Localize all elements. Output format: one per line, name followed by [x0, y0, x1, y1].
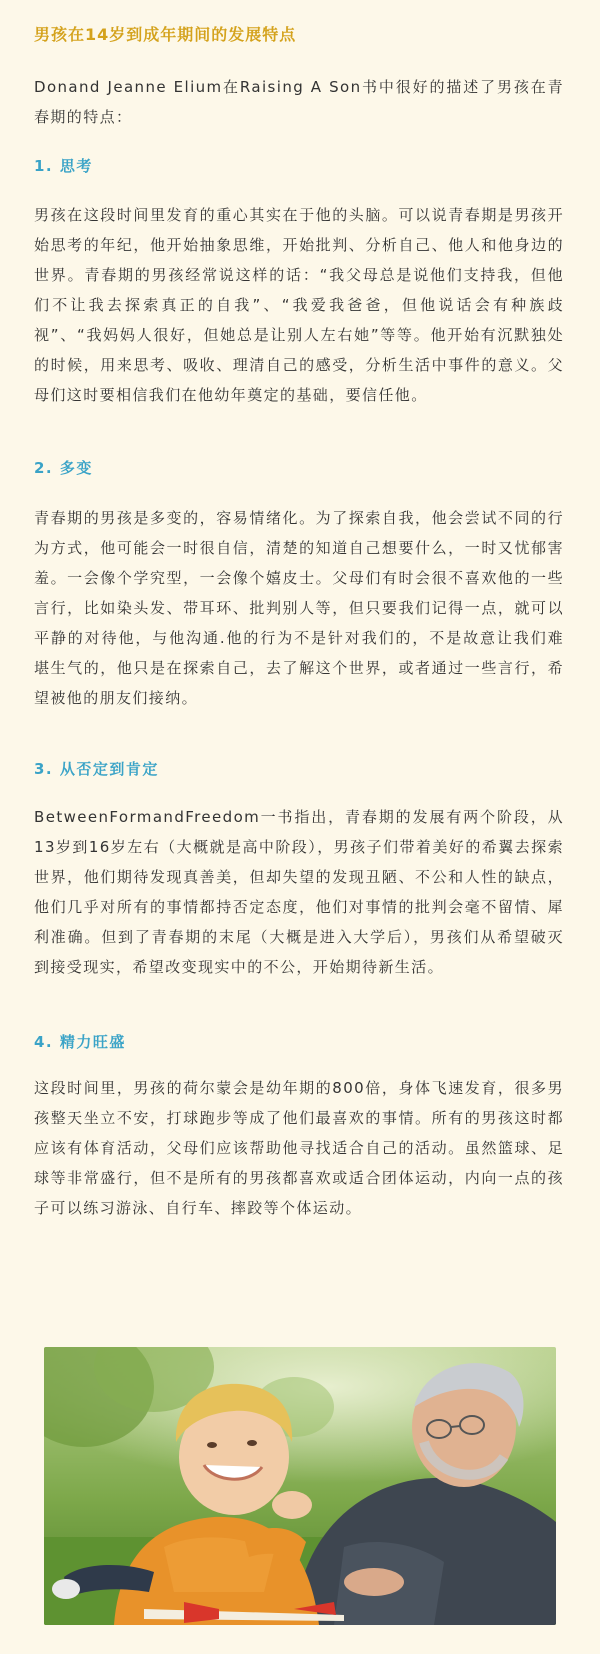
section-body-thinking: 男孩在这段时间里发育的重心其实在于他的头脑。可以说青春期是男孩开始思考的年纪，他开始抽象思维，开始批判、分析自己、他人和他身边的世界。青春期的男孩经常说这样的话：“我父母总是说他们支持我，但他们不让我去探索真正的自我”、“我爱我爸爸，但他说话会有种族歧视”、“我妈妈人很好，但她总是让别人左右她”等等。他开始有沉默独处的时候，用来思考、吸收、理清自己的感受，分析生活中事件的意义。父母们这时要相信我们在他幼年奠定的基础，要信任他。 [34, 206, 564, 404]
boy-and-grandfather-photo [44, 1347, 556, 1625]
intro-paragraph: Donand Jeanne Elium在Raising A Son书中很好的描述了男孩在青春期的特点： [34, 78, 564, 126]
section-heading-thinking: 1. 思考 [34, 157, 93, 175]
photo-illustration [44, 1347, 556, 1625]
article-title: 男孩在14岁到成年期间的发展特点 [34, 25, 297, 44]
section-heading-energetic: 4. 精力旺盛 [34, 1033, 126, 1051]
section-body-energetic: 这段时间里，男孩的荷尔蒙会是幼年期的800倍，身体飞速发育，很多男孩整天坐立不安，打球跑步等成了他们最喜欢的事情。所有的男孩这时都应该有体育活动，父母们应该帮助他寻找适合自己的活动。虽然篮球、足球等非常盛行，但不是所有的男孩都喜欢或适合团体运动，内向一点的孩子可以练习游泳、自行车、摔跤等个体运动。 [34, 1079, 564, 1217]
section-heading-negation-to-affirmation: 3. 从否定到肯定 [34, 760, 159, 778]
section-body-changeable: 青春期的男孩是多变的，容易情绪化。为了探索自我，他会尝试不同的行为方式，他可能会一时很自信，清楚的知道自己想要什么，一时又忧郁害羞。一会像个学究型，一会像个嬉皮士。父母们有时会很不喜欢他的一些言行，比如染头发、带耳环、批判别人等，但只要我们记得一点，就可以平静的对待他，与他沟通.他的行为不是针对我们的，不是故意让我们难堪生气的，他只是在探索自己，去了解这个世界，或者通过一些言行，希望被他的朋友们接纳。 [34, 509, 564, 707]
section-body-negation-to-affirmation: BetweenFormandFreedom一书指出，青春期的发展有两个阶段，从13岁到16岁左右（大概就是高中阶段），男孩子们带着美好的希翼去探索世界，他们期待发现真善美，但却失望的发现丑陋、不公和人性的缺点，他们几乎对所有的事情都持否定态度，他们对事情的批判会毫不留情、犀利准确。但到了青春期的末尾（大概是进入大学后），男孩们从希望破灭到接受现实，希望改变现实中的不公，开始期待新生活。 [34, 808, 564, 976]
section-heading-changeable: 2. 多变 [34, 459, 93, 477]
